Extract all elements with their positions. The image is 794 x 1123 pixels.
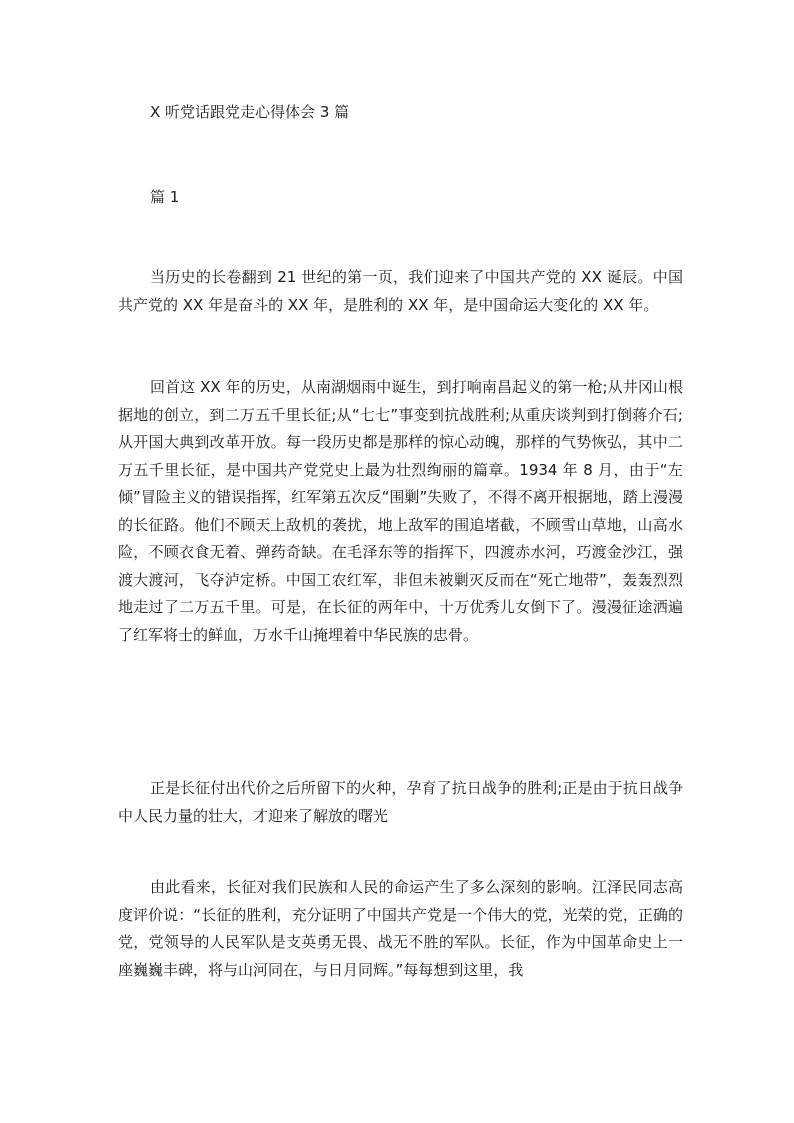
paragraph-1: 当历史的长卷翻到 21 世纪的第一页，我们迎来了中国共产党的 XX 诞辰。中国共产党的 XX 年是奋斗的 XX 年，是胜利的 XX 年，是中国命运大变化的 XX 年。 (118, 268, 683, 314)
paragraph-3: 正是长征付出代价之后所留下的火种，孕育了抗日战争的胜利;正是由于抗日战争中人民力量的壮大，才迎来了解放的曙光 (118, 779, 683, 825)
section-label: 篇 1 (150, 188, 180, 206)
document-title: X 听党话跟党走心得体会 3 篇 (150, 103, 350, 121)
paragraph-4: 由此看来，长征对我们民族和人民的命运产生了多么深刻的影响。江泽民同志高度评价说：“长征的胜利，充分证明了中国共产党是一个伟大的党，光荣的党，正确的党，党领导的人民军队是支英勇无畏、战无不胜的军队。长征，作为中国革命史上一座巍巍丰碑，将与山河同在，与日月同辉。”每每想到这里，我 (118, 878, 683, 979)
paragraph-2: 回首这 XX 年的历史，从南湖烟雨中诞生，到打响南昌起义的第一枪;从井冈山根据地的创立，到二万五千里长征;从“七七”事变到抗战胜利;从重庆谈判到打倒蒋介石;从开国大典到改革开放。每一段历史都是那样的惊心动魄，那样的气势恢弘，其中二万五千里长征，是中国共产党党史上最为壮烈绚丽的篇章。1934 年 8 月，由于“左倾”冒险主义的错误指挥，红军第五次反“围剿”失败了，不得不离开根据地，踏上漫漫的长征路。他们不顾天上敌机的袭扰，地上敌军的围追堵截，不顾雪山草地，山高水险，不顾衣食无着、弹药奇缺。在毛泽东等的指挥下，四渡赤水河，巧渡金沙江，强渡大渡河，飞夺泸定桥。中国工农红军，非但未被剿灭反而在“死亡地带”，轰轰烈烈地走过了二万五千里。可是，在长征的两年中，十万优秀儿女倒下了。漫漫征途洒遍了红军将士的鲜血，万水千山掩埋着中华民族的忠骨。 (118, 378, 683, 644)
